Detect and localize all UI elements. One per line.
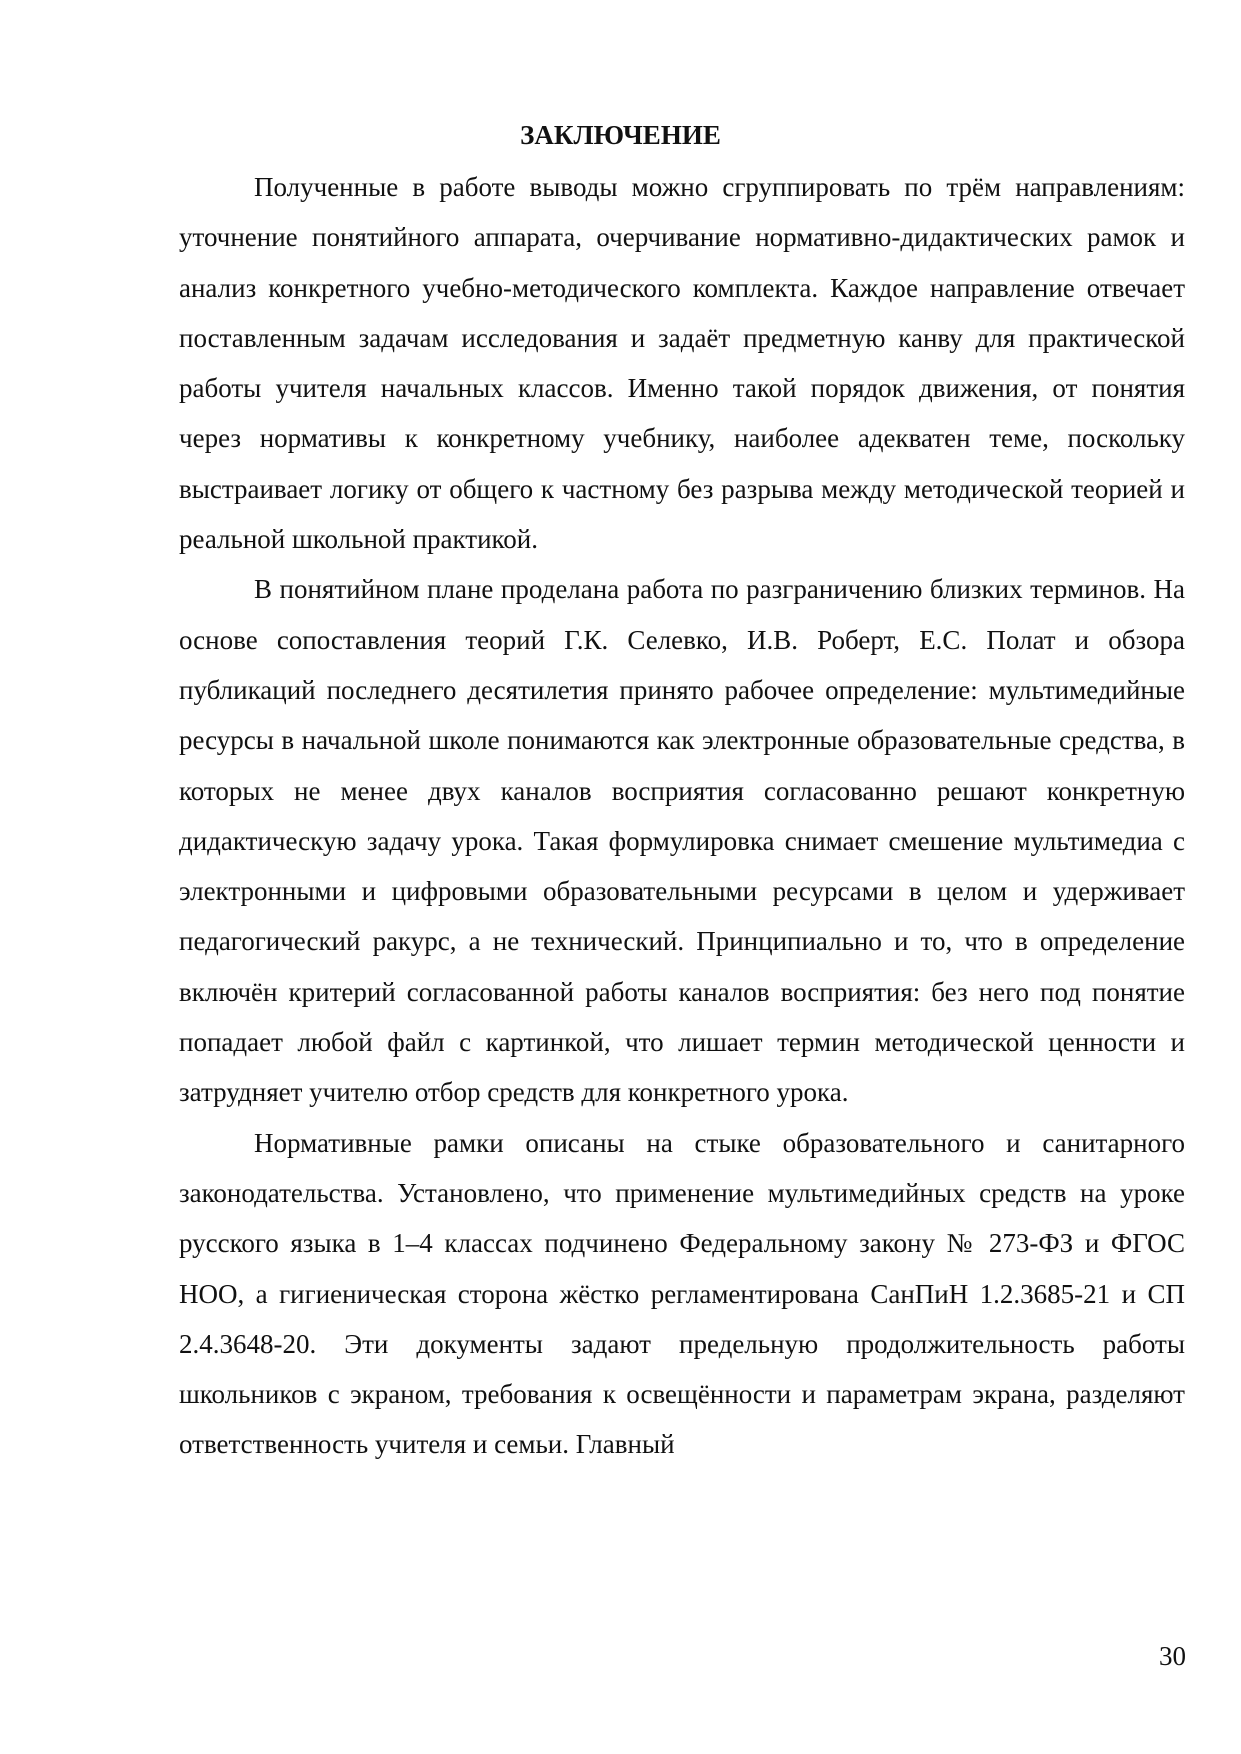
page-number: 30 (1159, 1641, 1186, 1671)
paragraph-2: В понятийном плане проделана работа по разграничению близких терминов. На основе сопоставления теорий Г.К. Селевко, И.В. Роберт, Е.С. Полат и обзора публикаций последнего десятилетия принято рабочее определение: мультимедийные ресурсы в начальной школе понимаются как электронные образовательные средства, в которых не менее двух каналов восприятия согласованно решают конкретную дидактическую задачу урока. Такая формулировка снимает смешение мультимедиа с электронными и цифровыми образовательными ресурсами в целом и удерживает педагогический ракурс, а не технический. Принципиально и то, что в определение включён критерий согласованной работы каналов восприятия: без него под понятие попадает любой файл с картинкой, что лишает термин методической ценности и затрудняет учителю отбор средств для конкретного урока. (179, 574, 1185, 1108)
paragraph-1: Полученные в работе выводы можно сгруппировать по трём направлениям: уточнение понятийного аппарата, очерчивание нормативно-дидактических рамок и анализ конкретного учебно-методического комплекта. Каждое направление отвечает поставленным задачам исследования и задаёт предметную канву для практической работы учителя начальных классов. Именно такой порядок движения, от понятия через нормативы к конкретному учебнику, наиболее адекватен теме, поскольку выстраивает логику от общего к частному без разрыва между методической теорией и реальной школьной практикой. (179, 172, 1185, 555)
section-heading: ЗАКЛЮЧЕНИЕ (520, 120, 721, 150)
body-text (179, 162, 1185, 1470)
paragraph-3: Нормативные рамки описаны на стыке образовательного и санитарного законодательства. Установлено, что применение мультимедийных средств на уроке русского языка в 1–4 классах подчинено Федеральному закону № 273-ФЗ и ФГОС НОО, а гигиеническая сторона жёстко регламентирована СанПиН 1.2.3685-21 и СП 2.4.3648-20. Эти документы задают предельную продолжительность работы школьников с экраном, требования к освещённости и параметрам экрана, разделяют ответственность учителя и семьи. Главный (179, 1127, 1185, 1460)
